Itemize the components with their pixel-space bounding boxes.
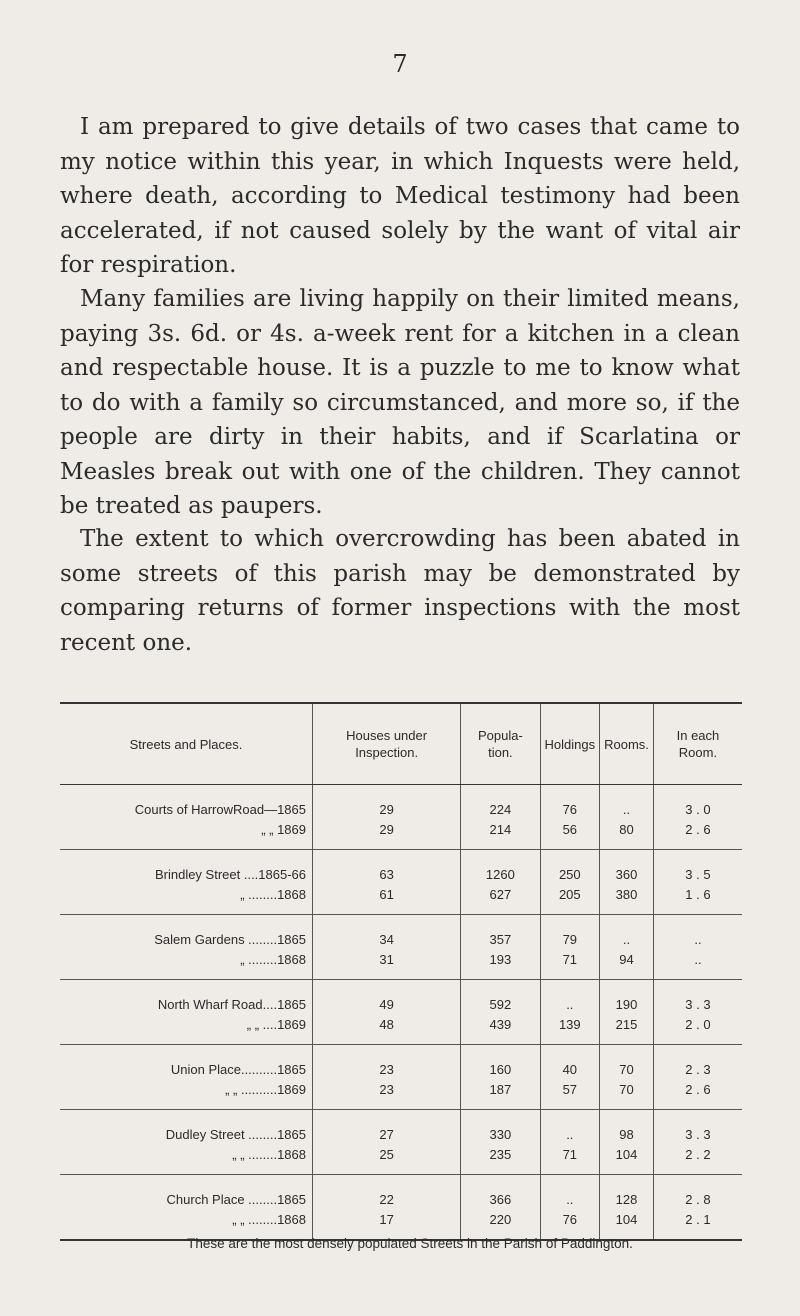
cell-place: „ „ ..........1869 bbox=[60, 1079, 313, 1110]
cell-place: Union Place..........1865 bbox=[170, 1061, 306, 1077]
table-row bbox=[60, 949, 742, 980]
cell-population: 439 bbox=[461, 1014, 540, 1045]
cell-rooms: 104 bbox=[600, 1144, 654, 1175]
table-header-row bbox=[60, 703, 742, 785]
cell-holdings: 79 bbox=[540, 915, 600, 950]
cell-per-room: 2 . 6 bbox=[653, 819, 742, 850]
cell-houses: 29 bbox=[313, 819, 461, 850]
cell-population: 160 bbox=[461, 1045, 540, 1080]
cell-place: „ „ ....1869 bbox=[60, 1014, 313, 1045]
cell-place: Brindley Street ....1865-66 bbox=[154, 866, 306, 882]
cell-per-room: .. bbox=[653, 915, 742, 950]
cell-houses: 29 bbox=[313, 785, 461, 820]
table-row bbox=[60, 884, 742, 915]
cell-rooms: .. bbox=[600, 785, 654, 820]
cell-population: 220 bbox=[461, 1209, 540, 1240]
cell-holdings: .. bbox=[540, 1110, 600, 1145]
cell-houses: 61 bbox=[313, 884, 461, 915]
cell-population: 224 bbox=[461, 785, 540, 820]
table-row bbox=[60, 1110, 742, 1145]
cell-place: „ ........1868 bbox=[60, 949, 313, 980]
table-row bbox=[60, 1175, 742, 1210]
cell-rooms: 190 bbox=[600, 980, 654, 1015]
cell-houses: 49 bbox=[313, 980, 461, 1015]
cell-houses: 25 bbox=[313, 1144, 461, 1175]
table-row bbox=[60, 785, 742, 820]
cell-holdings: 71 bbox=[540, 1144, 600, 1175]
cell-place: „ „ ........1868 bbox=[60, 1144, 313, 1175]
cell-rooms: 94 bbox=[600, 949, 654, 980]
table-row bbox=[60, 1045, 742, 1080]
cell-rooms: 70 bbox=[600, 1045, 654, 1080]
cell-place: Courts of HarrowRoad—1865 bbox=[134, 801, 306, 817]
table-row bbox=[60, 819, 742, 850]
cell-per-room: 2 . 1 bbox=[653, 1209, 742, 1240]
header-houses: Houses under Inspection. bbox=[313, 703, 461, 785]
cell-rooms: 104 bbox=[600, 1209, 654, 1240]
cell-holdings: .. bbox=[540, 1175, 600, 1210]
table-row bbox=[60, 1014, 742, 1045]
cell-per-room: 2 . 2 bbox=[653, 1144, 742, 1175]
cell-per-room: 2 . 8 bbox=[653, 1175, 742, 1210]
cell-place: „ „ 1869 bbox=[60, 819, 313, 850]
cell-rooms: 70 bbox=[600, 1079, 654, 1110]
table-row bbox=[60, 980, 742, 1015]
cell-rooms: 215 bbox=[600, 1014, 654, 1045]
table-body bbox=[60, 785, 742, 1241]
cell-place: Dudley Street ........1865 bbox=[165, 1126, 306, 1142]
cell-place: North Wharf Road....1865 bbox=[157, 996, 306, 1012]
cell-holdings: 71 bbox=[540, 949, 600, 980]
cell-population: 366 bbox=[461, 1175, 540, 1210]
header-in-each-room: In each Room. bbox=[653, 703, 742, 785]
cell-per-room: 1 . 6 bbox=[653, 884, 742, 915]
cell-houses: 34 bbox=[313, 915, 461, 950]
cell-per-room: 2 . 6 bbox=[653, 1079, 742, 1110]
page-number: 7 bbox=[392, 50, 408, 78]
cell-population: 592 bbox=[461, 980, 540, 1015]
cell-houses: 23 bbox=[313, 1045, 461, 1080]
cell-holdings: .. bbox=[540, 980, 600, 1015]
cell-rooms: 80 bbox=[600, 819, 654, 850]
paragraph-inquests: I am prepared to give details of two cases that came to my notice within this year, in which Inquests were held, where death, according to Medical testimony had been accelerated, if not caused solely by the want of vital air for respiration. bbox=[60, 114, 740, 278]
cell-holdings: 40 bbox=[540, 1045, 600, 1080]
cell-holdings: 139 bbox=[540, 1014, 600, 1045]
table-row bbox=[60, 1144, 742, 1175]
cell-population: 187 bbox=[461, 1079, 540, 1110]
cell-houses: 63 bbox=[313, 850, 461, 885]
cell-population: 235 bbox=[461, 1144, 540, 1175]
header-holdings: Holdings bbox=[540, 703, 600, 785]
cell-houses: 22 bbox=[313, 1175, 461, 1210]
cell-houses: 27 bbox=[313, 1110, 461, 1145]
cell-rooms: .. bbox=[600, 915, 654, 950]
cell-per-room: 3 . 0 bbox=[653, 785, 742, 820]
header-population: Popula- tion. bbox=[461, 703, 540, 785]
cell-houses: 23 bbox=[313, 1079, 461, 1110]
cell-per-room: .. bbox=[653, 949, 742, 980]
table-row bbox=[60, 1079, 742, 1110]
cell-holdings: 205 bbox=[540, 884, 600, 915]
cell-population: 1260 bbox=[461, 850, 540, 885]
cell-rooms: 98 bbox=[600, 1110, 654, 1145]
table-row bbox=[60, 915, 742, 950]
table-row bbox=[60, 850, 742, 885]
cell-population: 627 bbox=[461, 884, 540, 915]
cell-per-room: 3 . 3 bbox=[653, 980, 742, 1015]
cell-holdings: 57 bbox=[540, 1079, 600, 1110]
cell-place: Salem Gardens ........1865 bbox=[154, 931, 306, 947]
cell-holdings: 250 bbox=[540, 850, 600, 885]
paragraph-overcrowding: The extent to which overcrowding has been abated in some streets of this parish may be demonstrated by comparing returns of former inspections with the most recent one. bbox=[60, 526, 740, 656]
cell-population: 193 bbox=[461, 949, 540, 980]
paragraph-families: Many families are living happily on their limited means, paying 3s. 6d. or 4s. a-week rent for a kitchen in a clean and respectable house. It is a puzzle to me to know what to do with a family so circumstanced, and more so, if the people are dirty in their habits, and if Scarlatina or Measles break out with one of the children. They cannot be treated as paupers. bbox=[60, 286, 740, 519]
cell-per-room: 3 . 3 bbox=[653, 1110, 742, 1145]
cell-population: 330 bbox=[461, 1110, 540, 1145]
cell-place: „ ........1868 bbox=[60, 884, 313, 915]
inspection-returns-table bbox=[60, 702, 742, 1241]
cell-per-room: 2 . 3 bbox=[653, 1045, 742, 1080]
cell-population: 214 bbox=[461, 819, 540, 850]
cell-population: 357 bbox=[461, 915, 540, 950]
header-streets: Streets and Places. bbox=[60, 703, 313, 785]
cell-holdings: 76 bbox=[540, 1209, 600, 1240]
cell-rooms: 128 bbox=[600, 1175, 654, 1210]
cell-place: „ „ ........1868 bbox=[60, 1209, 313, 1240]
cell-rooms: 380 bbox=[600, 884, 654, 915]
cell-houses: 31 bbox=[313, 949, 461, 980]
cell-holdings: 56 bbox=[540, 819, 600, 850]
cell-houses: 48 bbox=[313, 1014, 461, 1045]
cell-place: Church Place ........1865 bbox=[166, 1191, 306, 1207]
cell-holdings: 76 bbox=[540, 785, 600, 820]
cell-rooms: 360 bbox=[600, 850, 654, 885]
header-rooms: Rooms. bbox=[600, 703, 654, 785]
footnote: These are the most densely populated Streets in the Parish of Paddington. bbox=[187, 1236, 633, 1251]
cell-per-room: 3 . 5 bbox=[653, 850, 742, 885]
cell-houses: 17 bbox=[313, 1209, 461, 1240]
cell-per-room: 2 . 0 bbox=[653, 1014, 742, 1045]
